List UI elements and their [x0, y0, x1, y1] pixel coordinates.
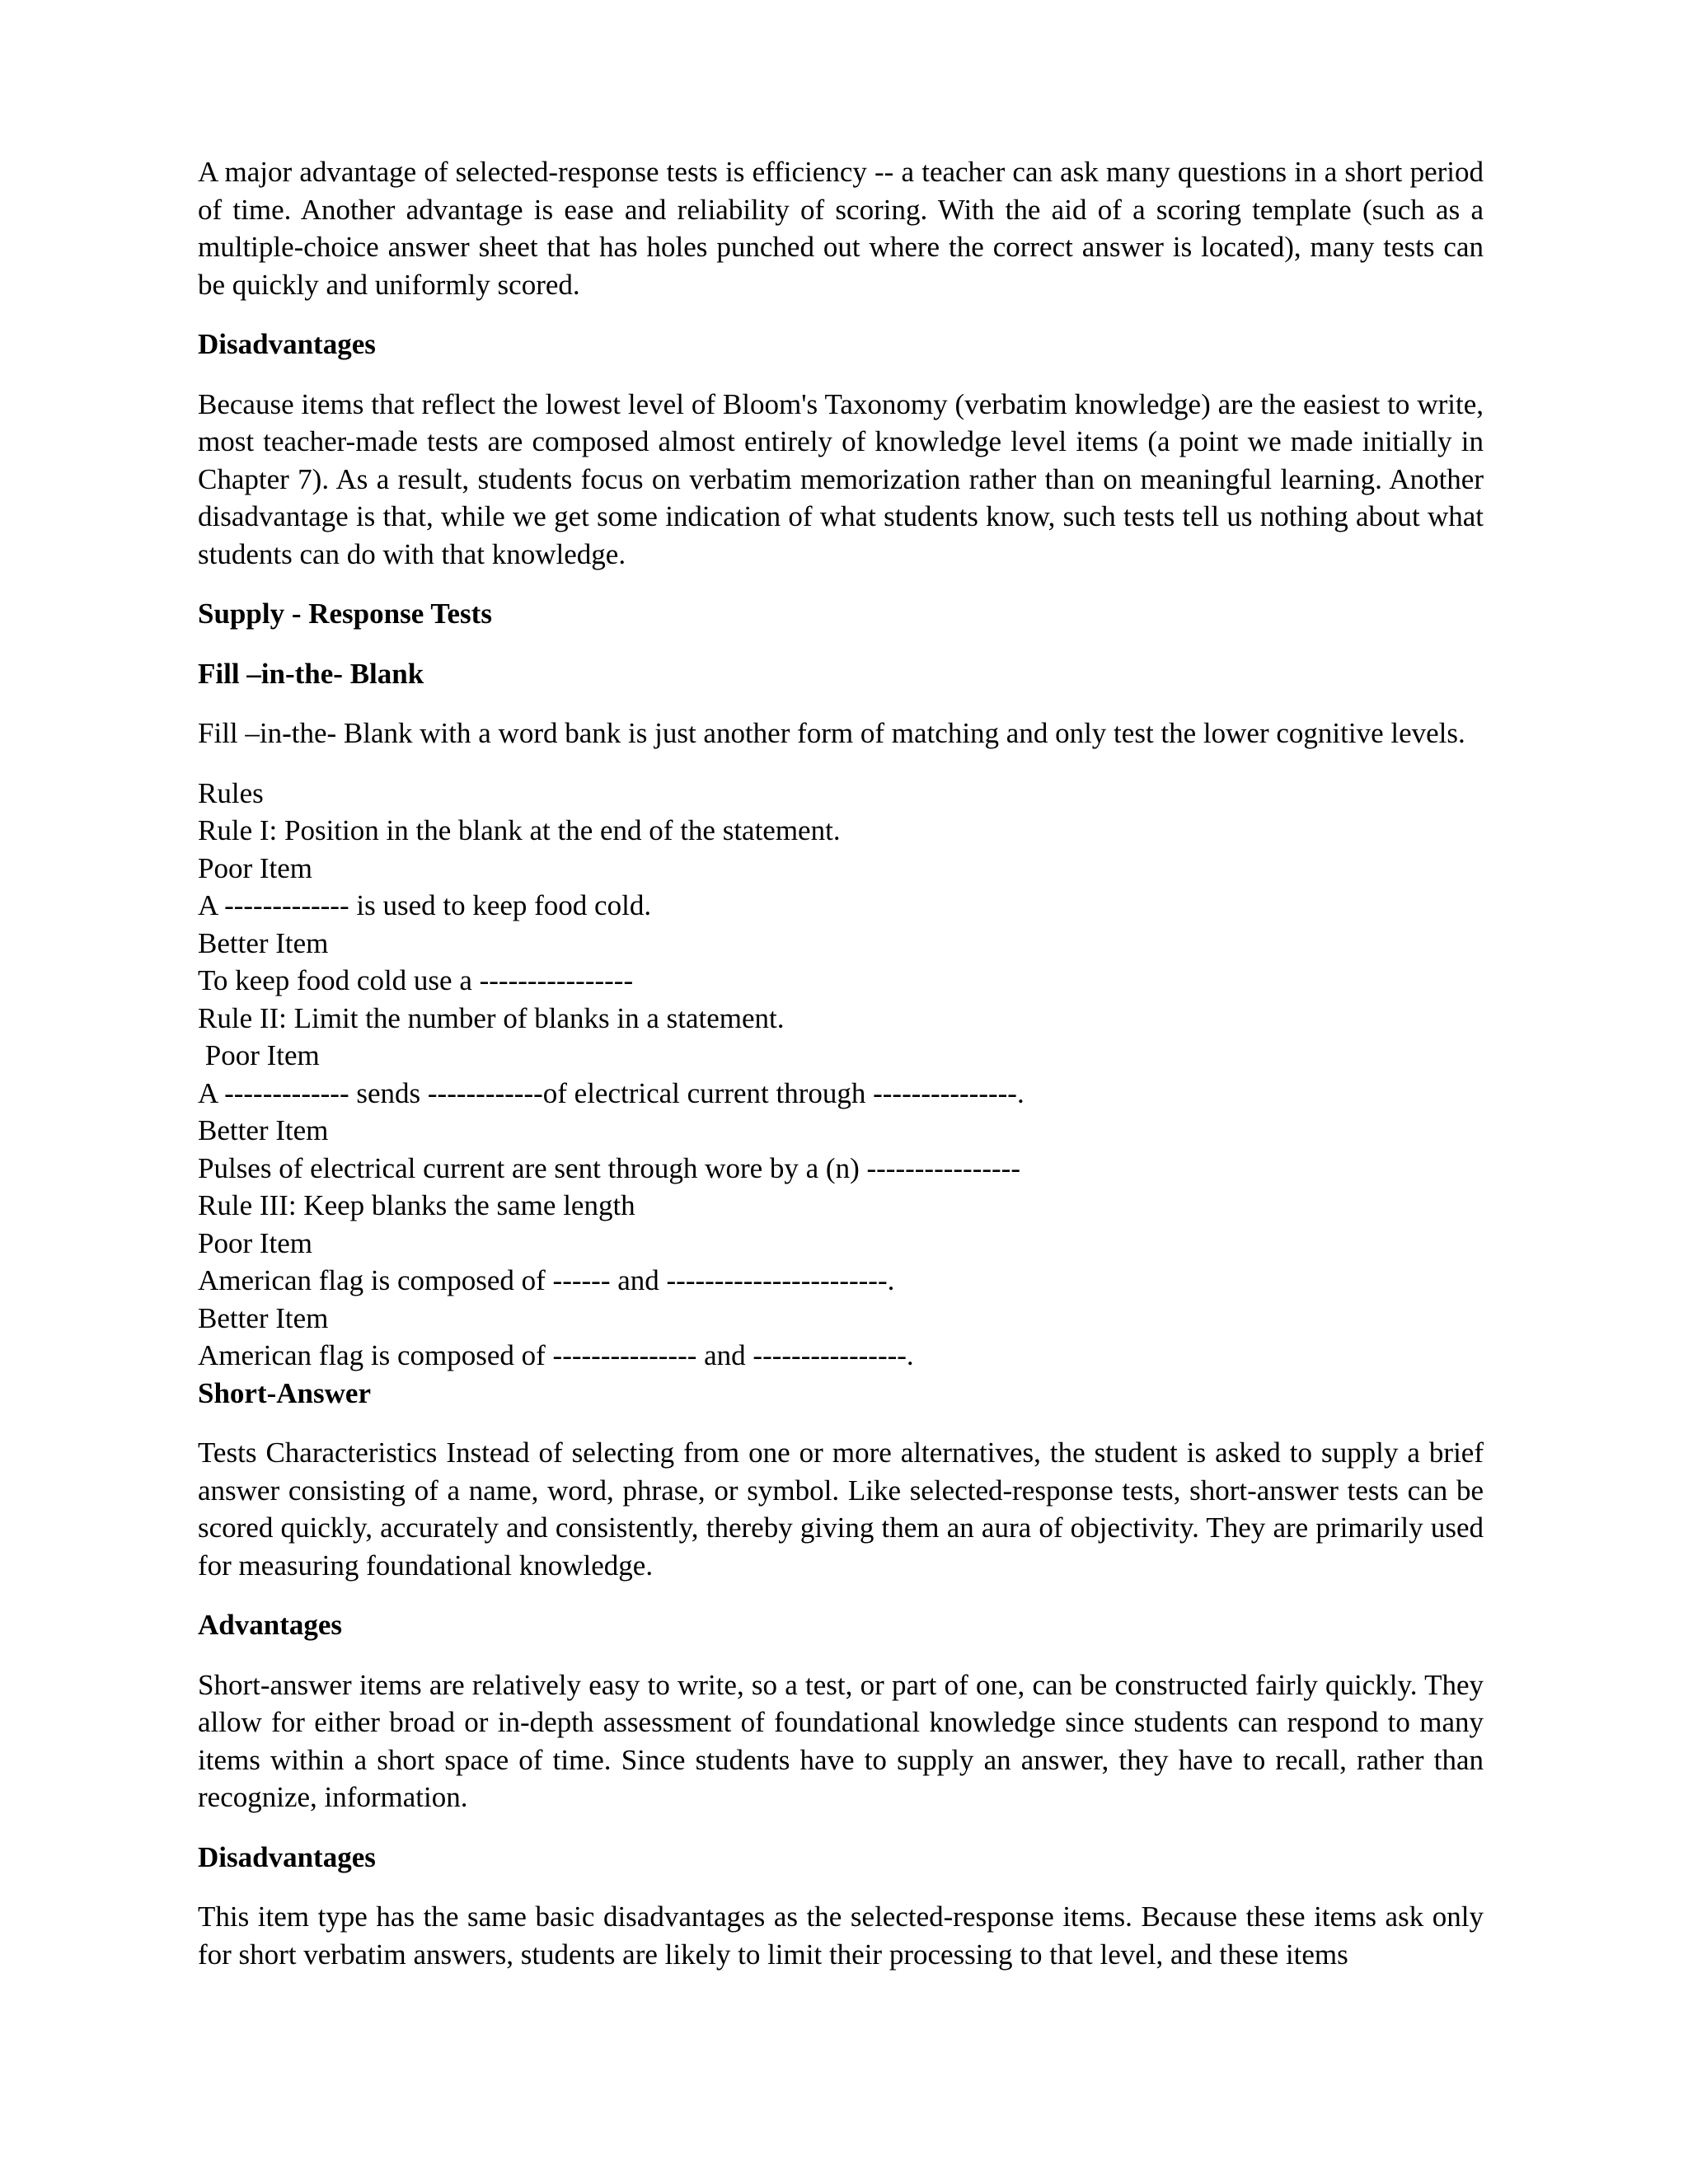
rules-line: To keep food cold use a ---------------- — [198, 964, 634, 996]
rules-line: Better Item — [198, 1301, 329, 1334]
heading-supply-response-tests: Supply - Response Tests — [198, 598, 492, 630]
rules-list — [198, 775, 1484, 1375]
heading-disadvantages-2: Disadvantages — [198, 1840, 376, 1873]
rules-line: Rule III: Keep blanks the same length — [198, 1189, 635, 1221]
rules-line: Better Item — [198, 926, 329, 959]
heading-short-answer: Short-Answer — [198, 1376, 371, 1409]
heading-advantages: Advantages — [198, 1609, 343, 1641]
paragraph-disadvantages: Because items that reflect the lowest level of Bloom's Taxonomy (verbatim knowledge) are the easiest to write, most teacher-made tests are composed almost entirely of knowledge level items (a point we made initially in Chapter 7). As a result, students focus on verbatim memorization rather than on meaningful learning. Another disadvantage is that, while we get some indication of what students know, such tests tell us nothing about what students can do with that knowledge. — [198, 387, 1484, 570]
paragraph-intro: A major advantage of selected-response tests is efficiency -- a teacher can ask many questions in a short period of time. Another advantage is ease and reliability of scoring. With the aid of a scoring template (such as a multiple-choice answer sheet that has holes punched out where the correct answer is located), many tests can be quickly and uniformly scored. — [198, 156, 1484, 301]
rules-line: American flag is composed of ------ and -----------------------. — [198, 1264, 895, 1296]
paragraph-disadvantages-2: This item type has the same basic disadvantages as the selected-response items. Because these items ask only for short verbatim answers, students are likely to limit their processing to that level, and these items — [198, 1900, 1484, 1971]
heading-fill-in-the-blank: Fill –in-the- Blank — [198, 657, 424, 690]
paragraph-advantages: Short-answer items are relatively easy to write, so a test, or part of one, can be constructed fairly quickly. They allow for either broad or in-depth assessment of foundational knowledge since students can respond to many items within a short space of time. Since students have to supply an answer, they have to recall, rather than recognize, information. — [198, 1668, 1484, 1813]
rules-line: A ------------- is used to keep food cold. — [198, 889, 652, 921]
rules-line: A ------------- sends ------------of electrical current through ---------------. — [198, 1076, 1025, 1109]
document-page — [198, 153, 1484, 1995]
heading-disadvantages: Disadvantages — [198, 328, 376, 360]
rules-line: Rule II: Limit the number of blanks in a statement. — [198, 1001, 785, 1034]
rules-line: Better Item — [198, 1114, 329, 1146]
rules-line: Poor Item — [198, 1226, 313, 1259]
paragraph-fill-in-the-blank: Fill –in-the- Blank with a word bank is just another form of matching and only test the lower cognitive levels. — [198, 717, 1465, 749]
rules-line: American flag is composed of --------------- and ----------------. — [198, 1339, 914, 1371]
rules-line: Pulses of electrical current are sent through wore by a (n) ---------------- — [198, 1151, 1020, 1184]
paragraph-short-answer: Tests Characteristics Instead of selecting from one or more alternatives, the student is asked to supply a brief answer consisting of a name, word, phrase, or symbol. Like selected-response tests, short-answer tests can be scored quickly, accurately and consistently, thereby giving them an aura of objectivity. They are primarily used for measuring foundational knowledge. — [198, 1436, 1484, 1582]
rules-line: Poor Item — [198, 1039, 320, 1071]
rules-line: Poor Item — [198, 851, 313, 884]
rules-line: Rule I: Position in the blank at the end of the statement. — [198, 814, 841, 846]
rules-line: Rules — [198, 776, 264, 809]
